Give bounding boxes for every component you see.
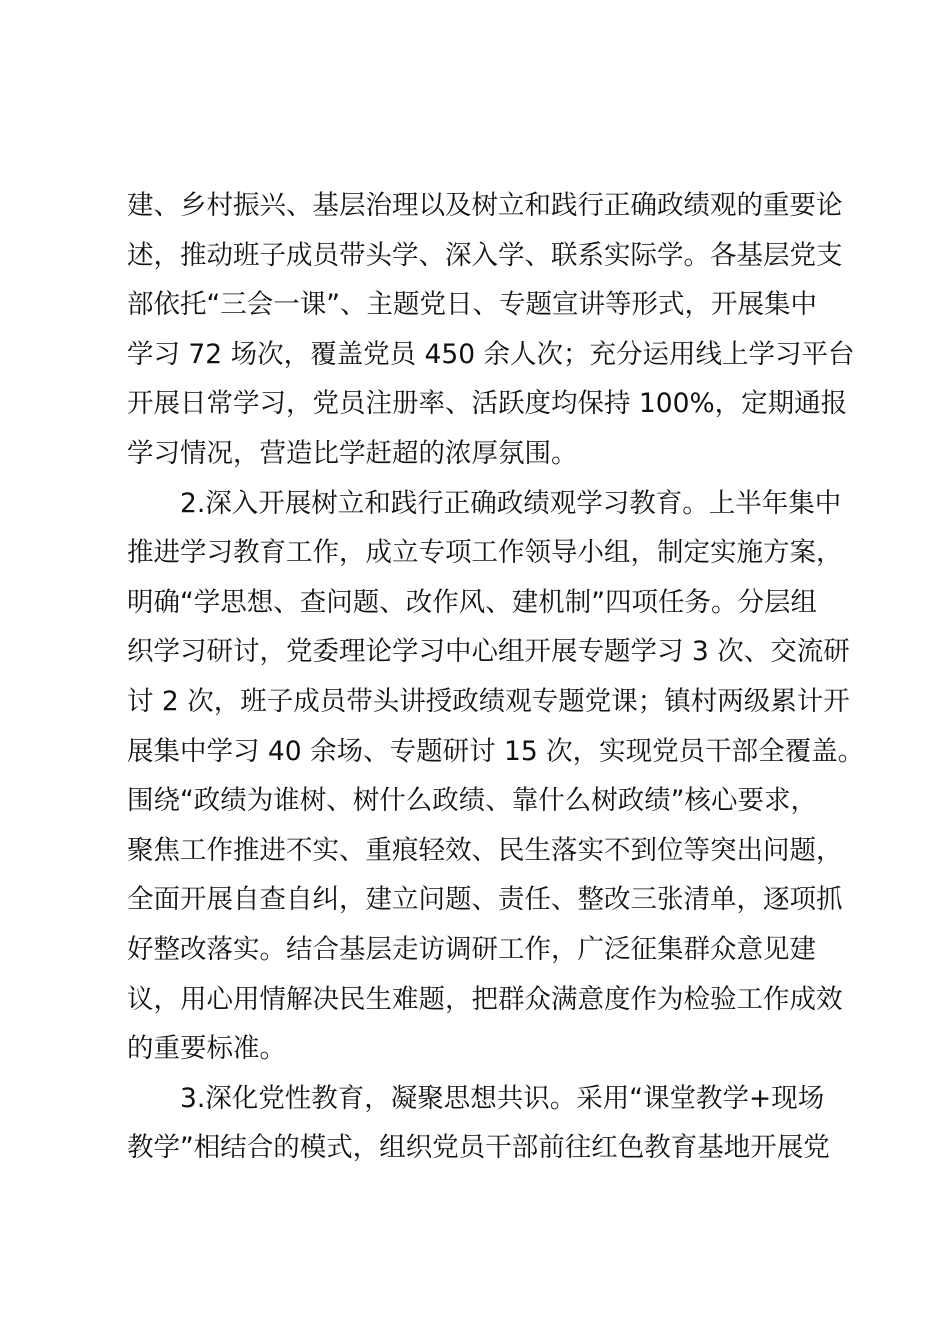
- text-line-15: 全面开展自查自纠，建立问题、责任、整改三张清单，逐项抓: [127, 884, 843, 916]
- text-line-9: 明确“学思想、查问题、改作风、建机制”四项任务。分层组: [127, 586, 817, 618]
- text-line-12: 展集中学习 40 余场、专题研讨 15 次，实现党员干部全覆盖。: [127, 735, 865, 767]
- text-line-13: 围绕“政绩为谁树、树什么政绩、靠什么树政绩”核心要求，: [127, 785, 817, 817]
- text-line-4: 学习 72 场次，覆盖党员 450 余人次；充分运用线上学习平台: [127, 338, 855, 370]
- text-line-20: 教学”相结合的模式，组织党员干部前往红色教育基地开展党: [127, 1132, 830, 1164]
- text-line-11: 讨 2 次，班子成员带头讲授政绩观专题党课；镇村两级累计开: [127, 685, 850, 717]
- text-line-3: 部依托“三会一课”、主题党日、专题宣讲等形式，开展集中: [127, 289, 817, 321]
- text-line-5: 开展日常学习，党员注册率、活跃度均保持 100%，定期通报: [127, 388, 848, 420]
- section-2-heading-line: 2.深入开展树立和践行正确政绩观学习教育。上半年集中: [180, 487, 842, 519]
- text-line-18: 的重要标准。: [127, 1033, 286, 1065]
- text-line-2: 述，推动班子成员带头学、深入学、联系实际学。各基层党支: [127, 239, 843, 271]
- text-line-17: 议，用心用情解决民生难题，把群众满意度作为检验工作成效: [127, 983, 843, 1015]
- text-line-6: 学习情况，营造比学赶超的浓厚氛围。: [127, 437, 578, 469]
- text-line-10: 织学习研讨，党委理论学习中心组开展专题学习 3 次、交流研: [127, 636, 850, 668]
- text-line-14: 聚焦工作推进不实、重痕轻效、民生落实不到位等突出问题，: [127, 834, 843, 866]
- section-3-heading-line: 3.深化党性教育，凝聚思想共识。采用“课堂教学+现场: [180, 1082, 825, 1114]
- text-line-1: 建、乡村振兴、基层治理以及树立和践行正确政绩观的重要论: [127, 190, 843, 221]
- text-line-16: 好整改落实。结合基层走访调研工作，广泛征集群众意见建: [127, 933, 816, 965]
- document-body: [127, 181, 865, 1173]
- text-line-8: 推进学习教育工作，成立专项工作领导小组，制定实施方案，: [127, 537, 843, 569]
